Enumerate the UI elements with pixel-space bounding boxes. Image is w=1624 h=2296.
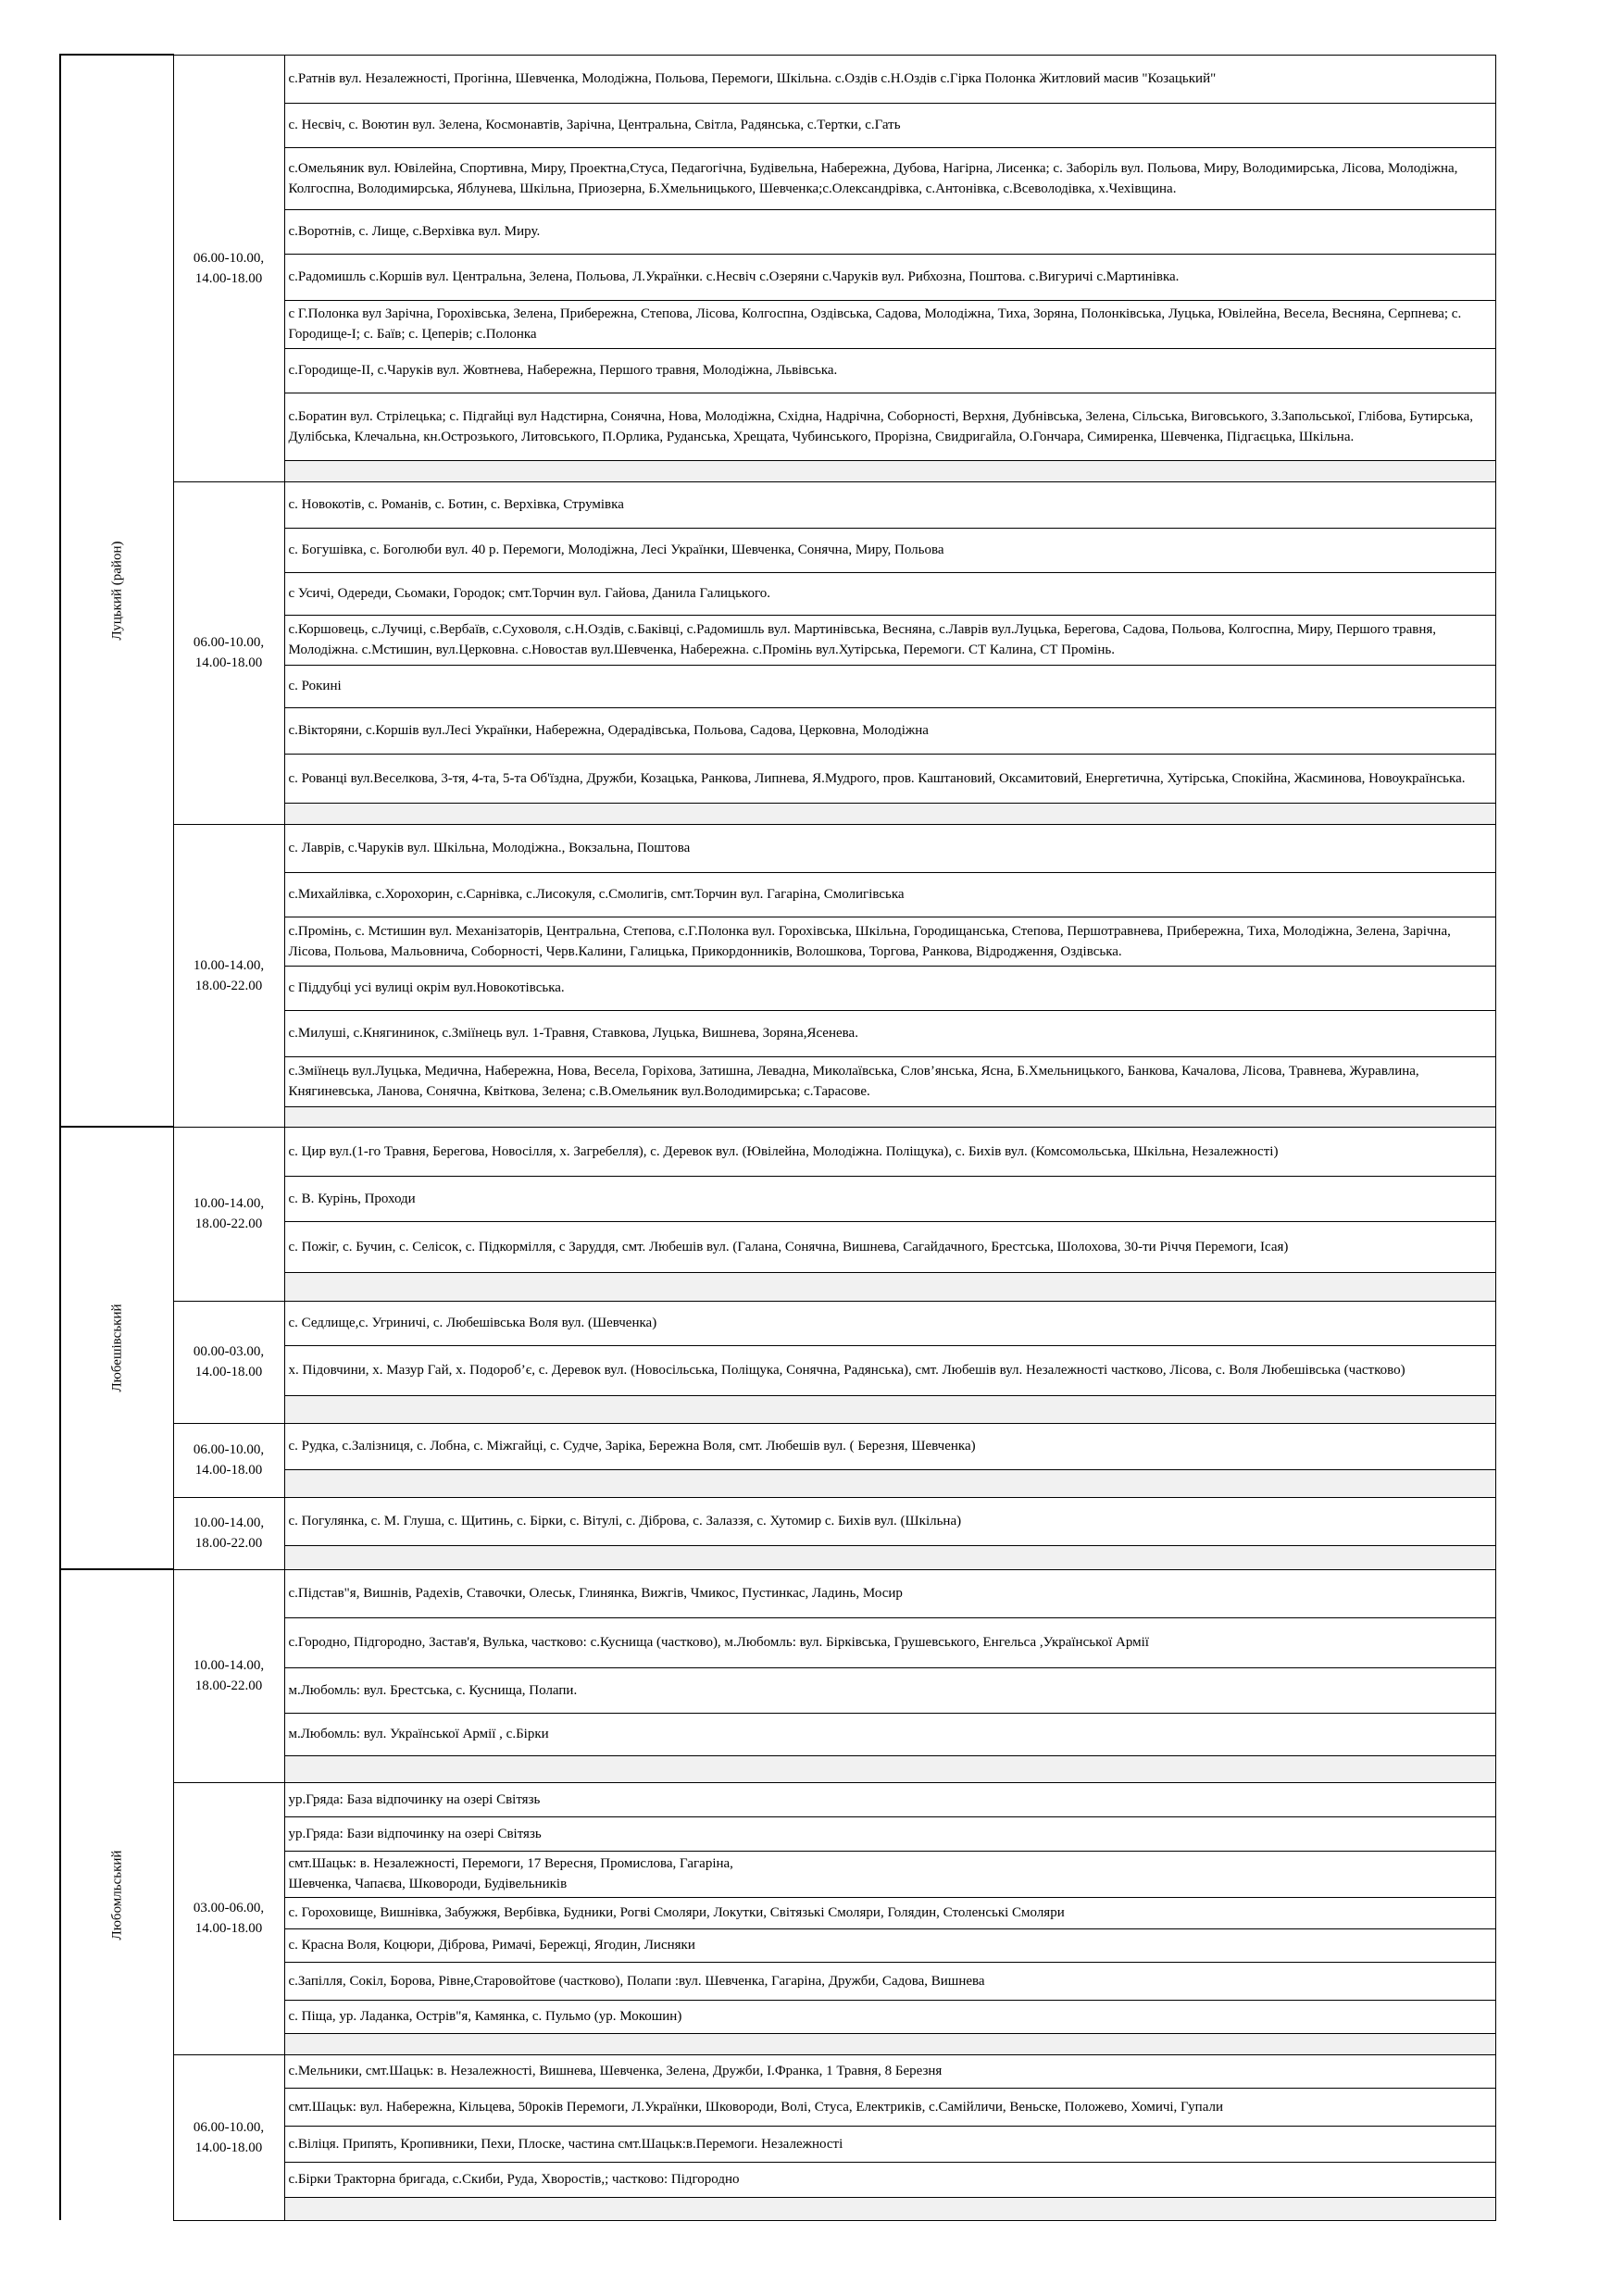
settlements-cell xyxy=(284,209,1495,254)
time-slot-line: 10.00-14.00, xyxy=(193,1658,265,1673)
settlements-cell xyxy=(284,1816,1495,1851)
settlements-text: х. Підовчини, х. Мазур Гай, х. Подороб’є, с. Деревок вул. (Новосільська, Поліщука, Сонячна, Радянська), смт. Любешів вул. Незалежності частково, Лісова, с. Воля Любешівська (частково) xyxy=(288,1363,1405,1378)
settlements-cell xyxy=(284,348,1495,393)
settlements-text: с.Підстав"я, Вишнів, Радехів, Ставочки, Олеськ, Глинянка, Вижгів, Чмикос, Пустинкас, Ладинь, Мосир xyxy=(288,1586,903,1601)
time-slot-line: 10.00-14.00, xyxy=(193,1516,265,1530)
settlements-text: с.Воротнів, с. Лище, с.Верхівка вул. Миру. xyxy=(288,224,541,239)
schedule-row xyxy=(60,1569,1495,1617)
settlements-text: м.Любомль: вул. Української Армії , с.Бірки xyxy=(288,1727,549,1741)
region-name-cell xyxy=(60,1569,173,2220)
settlements-text: с.Омельяник вул. Ювілейна, Спортивна, Миру, Проектна,Стуса, Педагогічна, Будівельна, Набережна, Дубова, Нагірна, Лисенка; с. Заборіль вул. Польова, Миру, Володимирська, Лісова, Молодіжна, Колгоспна, Володимирська, Яблунева, Шкільна, Приозерна, Б.Хмельницького, Шевченка;с.Олександрівка, с.Антонівка, с.Всеволодівка, х.Чехівщина. xyxy=(288,160,1458,196)
time-slot-cell xyxy=(173,1782,284,2054)
time-slot-line: 03.00-06.00, xyxy=(193,1901,265,1915)
time-slot-line: 18.00-22.00 xyxy=(194,978,263,993)
settlements-text: Шевченка, Чапаєва, Шковороди, Будівельників xyxy=(288,1877,568,1891)
spacer-cell xyxy=(284,2197,1495,2220)
spacer-cell xyxy=(284,1469,1495,1497)
settlements-text: с. Цир вул.(1-го Травня, Берегова, Новосілля, х. Загребелля), с. Деревок вул. (Ювілейна, Молодіжна. Поліщука), с. Бихів вул. (Комсомольська, Шкільна, Незалежності) xyxy=(288,1143,1279,1159)
settlements-text: с Г.Полонка вул Зарічна, Горохівська, Зелена, Прибережна, Степова, Лісова, Колгоспна, Оздівська, Садова, Молодіжна, Тиха, Зоряна, Полонківська, Луцька, Ювілейна, Весела, Весняна, Серпнева; с. Городище-І; с. Баїв; с. Цеперів; с.Полонка xyxy=(288,306,1462,342)
settlements-cell xyxy=(284,1928,1495,1962)
settlements-text: с.Милуші, с.Княгининок, с.Зміїнець вул. 1-Травня, Ставкова, Луцька, Вишнева, Зоряна,Ясенева. xyxy=(288,1026,858,1041)
time-slot-cell xyxy=(173,481,284,824)
settlements-text: с.Коршовець, с.Лучиці, с.Вербаїв, с.Суховоля, с.Н.Оздів, с.Баківці, с.Радомишль вул. Мартинівська, Весняна, с.Лаврів вул.Луцька, Берегова, Садова, Польова, Колгоспна, Миру, Першого травня, Молодіжна. с.Мстишин, вул.Церковна. с.Новостав вул.Шевченка, Набережна. с.Промінь вул.Хутірська, Перемоги. СТ Калина, СТ Промінь. xyxy=(288,622,1437,657)
settlements-cell xyxy=(284,55,1495,103)
settlements-cell xyxy=(284,481,1495,528)
schedule-row xyxy=(60,1127,1495,1176)
settlements-cell xyxy=(284,1423,1495,1469)
schedule-row xyxy=(60,2054,1495,2088)
spacer-cell xyxy=(284,1395,1495,1423)
settlements-cell xyxy=(284,1782,1495,1816)
settlements-text: с Піддубці усі вулиці окрім вул.Новокотівська. xyxy=(288,980,565,995)
spacer-cell xyxy=(284,803,1495,824)
settlements-text: смт.Шацьк: вул. Набережна, Кільцева, 50років Перемоги, Л.Українки, Шковороди, Волі, Стуса, Електриків, с.Самійличи, Веньске, Положево, Хомичі, Гупали xyxy=(288,2099,1223,2115)
time-slot-line: 14.00-18.00 xyxy=(194,1463,263,1478)
settlements-cell xyxy=(284,1221,1495,1272)
time-slot-cell xyxy=(173,2054,284,2220)
spacer-cell xyxy=(284,1755,1495,1782)
settlements-cell xyxy=(284,1713,1495,1755)
settlements-cell xyxy=(284,1176,1495,1221)
settlements-text: с.Городище-ІІ, с.Чаруків вул. Жовтнева, Набережна, Першого травня, Молодіжна, Львівська. xyxy=(288,363,838,378)
schedule-row xyxy=(60,1423,1495,1469)
spacer-cell xyxy=(284,1272,1495,1301)
settlements-text: с Усичі, Одереди, Сьомаки, Городок; смт.Торчин вул. Гайова, Данила Галицького. xyxy=(288,586,770,601)
schedule-row xyxy=(60,824,1495,872)
time-slot-line: 18.00-22.00 xyxy=(194,1678,263,1693)
settlements-text: с.Промінь, с. Мстишин вул. Механізаторів, Центральна, Степова, с.Г.Полонка вул. Горохівська, Шкільна, Городищанська, Степова, Першотравнева, Прибережна, Тиха, Молодіжна, Зелена, Зарічна, Лісова, Польова, Мальовнича, Соборності, Черв.Калини, Галицька, Прикордонників, Волошкова, Торгова, Ранкова, Відродження, Оздівська. xyxy=(288,923,1451,959)
settlements-cell xyxy=(284,2126,1495,2162)
time-slot-line: 14.00-18.00 xyxy=(194,1365,263,1379)
time-slot-cell xyxy=(173,824,284,1127)
settlements-text: с. Погулянка, с. М. Глуша, с. Щитинь, с. Бірки, с. Вітулі, с. Діброва, с. Залаззя, с. Хутомир с. Бихів вул. (Шкільна) xyxy=(288,1514,962,1529)
settlements-text: с. Піща, ур. Ладанка, Острів"я, Камянка, с. Пульмо (ур. Мокошин) xyxy=(288,2009,682,2024)
settlements-text: с. Новокотів, с. Романів, с. Ботин, с. Верхівка, Струмівка xyxy=(288,497,624,512)
settlements-cell xyxy=(284,872,1495,917)
schedule-row xyxy=(60,481,1495,528)
settlements-text: с. В. Курінь, Проходи xyxy=(288,1191,416,1206)
settlements-cell xyxy=(284,2088,1495,2126)
settlements-cell xyxy=(284,2000,1495,2033)
settlements-text: с.Михайлівка, с.Хорохорин, с.Сарнівка, с.Лисокуля, с.Смолигів, смт.Торчин вул. Гагаріна, Смолигівська xyxy=(288,887,905,902)
settlements-cell xyxy=(284,665,1495,707)
settlements-text: с.Зміїнець вул.Луцька, Медична, Набережна, Нова, Весела, Горіхова, Затишна, Левадна, Миколаївська, Слов’янська, Ясна, Б.Хмельницького, Банкова, Качалова, Лісова, Травнева, Журавлина, Княгиневська, Ланова, Сонячна, Квіткова, Зелена; с.В.Омельяник вул.Володимирська; с.Тарасове. xyxy=(288,1064,1419,1099)
settlements-cell xyxy=(284,147,1495,209)
time-slot-line: 14.00-18.00 xyxy=(194,2140,263,2155)
time-slot-line: 14.00-18.00 xyxy=(194,270,263,286)
settlements-text: с. Рудка, с.Залізниця, с. Лобна, с. Міжгайці, с. Судче, Заріка, Бережна Воля, смт. Любешів вул. ( Березня, Шевченка) xyxy=(288,1439,976,1454)
time-slot-line: 06.00-10.00, xyxy=(193,2119,265,2135)
time-slot-cell xyxy=(173,1301,284,1423)
settlements-cell xyxy=(284,572,1495,615)
region-name: Любешівський xyxy=(109,1304,125,1392)
settlements-text: с. Лаврів, с.Чаруків вул. Шкільна, Молодіжна., Вокзальна, Поштова xyxy=(288,841,691,855)
spacer-cell xyxy=(284,460,1495,481)
settlements-cell xyxy=(284,707,1495,754)
settlements-cell xyxy=(284,1010,1495,1056)
region-name: Луцький (район) xyxy=(109,541,125,641)
settlements-cell xyxy=(284,1851,1495,1897)
settlements-cell xyxy=(284,1056,1495,1106)
settlements-text: с.Городно, Підгородно, Застав'я, Вулька, частково: с.Куснища (частково), м.Любомль: вул. Бірківська, Грушевського, Енгельса ,Української Армії xyxy=(288,1635,1149,1650)
settlements-cell xyxy=(284,1345,1495,1395)
settlements-text: с. Рованці вул.Веселкова, 3-тя, 4-та, 5-та Об'їздна, Дружби, Козацька, Ранкова, Липнева, Я.Мудрого, пров. Каштановий, Оксамитовий, Енергетична, Хутірська, Спокійна, Жасминова, Новоукраїнська. xyxy=(288,770,1466,786)
time-slot-line: 18.00-22.00 xyxy=(194,1217,263,1231)
settlements-cell xyxy=(284,103,1495,147)
schedule-row xyxy=(60,1301,1495,1345)
time-slot-line: 06.00-10.00, xyxy=(193,1442,265,1457)
settlements-cell xyxy=(284,824,1495,872)
settlements-text: с.Віліця. Припять, Кропивники, Пехи, Плоске, частина смт.Шацьк:в.Перемоги. Незалежності xyxy=(288,2136,843,2152)
time-slot-line: 18.00-22.00 xyxy=(194,1536,263,1551)
settlements-text: с. Рокині xyxy=(288,679,342,693)
spacer-cell xyxy=(284,1545,1495,1569)
region-name-cell xyxy=(60,55,173,1127)
settlements-cell xyxy=(284,2054,1495,2088)
settlements-cell xyxy=(284,300,1495,348)
settlements-cell xyxy=(284,393,1495,460)
time-slot-line: 10.00-14.00, xyxy=(193,1196,265,1211)
time-slot-cell xyxy=(173,1569,284,1782)
time-slot-cell xyxy=(173,1127,284,1301)
settlements-text: с. Седлище,с. Угриничі, с. Любешівська Воля вул. (Шевченка) xyxy=(288,1316,657,1330)
settlements-text: с. Богушівка, с. Боголюби вул. 40 р. Перемоги, Молодіжна, Лесі Українки, Шевченка, Сонячна, Миру, Польова xyxy=(288,543,944,557)
settlements-text: ур.Гряда: База відпочинку на озері Світязь xyxy=(288,1791,541,1807)
time-slot-line: 14.00-18.00 xyxy=(194,655,263,670)
spacer-cell xyxy=(284,1106,1495,1127)
spacer-cell xyxy=(284,2033,1495,2054)
time-slot-line: 14.00-18.00 xyxy=(194,1921,263,1936)
region-name-cell xyxy=(60,1127,173,1569)
time-slot-cell xyxy=(173,1423,284,1497)
settlements-text: смт.Шацьк: в. Незалежності, Перемоги, 17 Вересня, Промислова, Гагаріна, xyxy=(288,1856,733,1871)
schedule-row xyxy=(60,1782,1495,1816)
time-slot-cell xyxy=(173,1497,284,1569)
settlements-cell xyxy=(284,2162,1495,2197)
settlements-cell xyxy=(284,917,1495,966)
settlements-text: с. Несвіч, с. Воютин вул. Зелена, Космонавтів, Зарічна, Центральна, Світла, Радянська, с.Тертки, с.Гать xyxy=(288,118,901,132)
settlements-cell xyxy=(284,1897,1495,1928)
settlements-cell xyxy=(284,754,1495,803)
settlements-cell xyxy=(284,1569,1495,1617)
settlements-text: с. Красна Воля, Коцюри, Діброва, Римачі, Бережці, Ягодин, Лисняки xyxy=(288,1938,695,1953)
settlements-cell xyxy=(284,1301,1495,1345)
outage-schedule-table xyxy=(59,54,1496,2221)
settlements-text: с. Пожіг, с. Бучин, с. Селісок, с. Підкормілля, с Заруддя, смт. Любешів вул. (Галана, Сонячна, Вишнева, Сагайдачного, Брестська, Шолохова, 30-ти Річчя Перемоги, Ісая) xyxy=(288,1239,1289,1254)
settlements-cell xyxy=(284,254,1495,300)
settlements-cell xyxy=(284,1962,1495,2000)
settlements-cell xyxy=(284,1127,1495,1176)
settlements-text: с.Радомишль с.Коршів вул. Центральна, Зелена, Польова, Л.Українки. с.Несвіч с.Озеряни с.Чаруків вул. Рибхозна, Поштова. с.Вигуричі с.Мартинівка. xyxy=(288,269,1180,284)
settlements-text: с.Запілля, Сокіл, Борова, Рівне,Старовойтове (частково), Полапи :вул. Шевченка, Гагаріна, Дружби, Садова, Вишнева xyxy=(288,1973,985,1989)
settlements-text: с.Бірки Тракторна бригада, с.Скиби, Руда, Хворостів,; частково: Підгородно xyxy=(288,2172,740,2187)
settlements-cell xyxy=(284,528,1495,572)
time-slot-line: 00.00-03.00, xyxy=(193,1344,265,1359)
settlements-cell xyxy=(284,1617,1495,1667)
settlements-text: ур.Гряда: Бази відпочинку на озері Світязь xyxy=(288,1826,542,1841)
settlements-cell xyxy=(284,615,1495,665)
time-slot-cell xyxy=(173,55,284,481)
settlements-text: с.Вікторяни, с.Коршів вул.Лесі Українки, Набережна, Одерадівська, Польова, Садова, Церковна, Молодіжна xyxy=(288,723,929,738)
settlements-text: с.Ратнів вул. Незалежності, Прогінна, Шевченка, Молодіжна, Польова, Перемоги, Шкільна. с.Оздів с.Н.Оздів с.Гірка Полонка Житловий масив "Козацький" xyxy=(288,71,1217,86)
schedule-row xyxy=(60,55,1495,103)
time-slot-line: 10.00-14.00, xyxy=(193,957,265,973)
settlements-text: с. Гороховище, Вишнівка, Забужжя, Вербівка, Будники, Рогві Смоляри, Локутки, Світязькі Смоляри, Голядин, Столенські Смоляри xyxy=(288,1905,1065,1920)
settlements-text: с.Боратин вул. Стрілецька; с. Підгайці вул Надстирна, Сонячна, Нова, Молодіжна, Східна, Надрічна, Соборності, Верхня, Дубнівська, Зелена, Сільська, Виговського, З.Запольської, Глібова, Бутирська, Дулібська, Клечальна, кн.Острозького, Литовського, П.Орлика, Руданська, Хрещата, Чубинського, Прорізна, Свидригайла, О.Гончара, Симиренка, Шевченка, Підгаєцька, Шкільна. xyxy=(288,408,1474,444)
time-slot-line: 06.00-10.00, xyxy=(193,250,265,266)
settlements-text: с.Мельники, смт.Шацьк: в. Незалежності, Вишнева, Шевченка, Зелена, Дружби, І.Франка, 1 Травня, 8 Березня xyxy=(288,2064,943,2078)
settlements-cell xyxy=(284,1497,1495,1545)
region-name: Любомльський xyxy=(109,1850,125,1940)
time-slot-line: 06.00-10.00, xyxy=(193,635,265,650)
schedule-row xyxy=(60,1497,1495,1545)
settlements-cell xyxy=(284,966,1495,1010)
settlements-cell xyxy=(284,1667,1495,1713)
settlements-text: м.Любомль: вул. Брестська, с. Куснища, Полапи. xyxy=(288,1682,578,1698)
